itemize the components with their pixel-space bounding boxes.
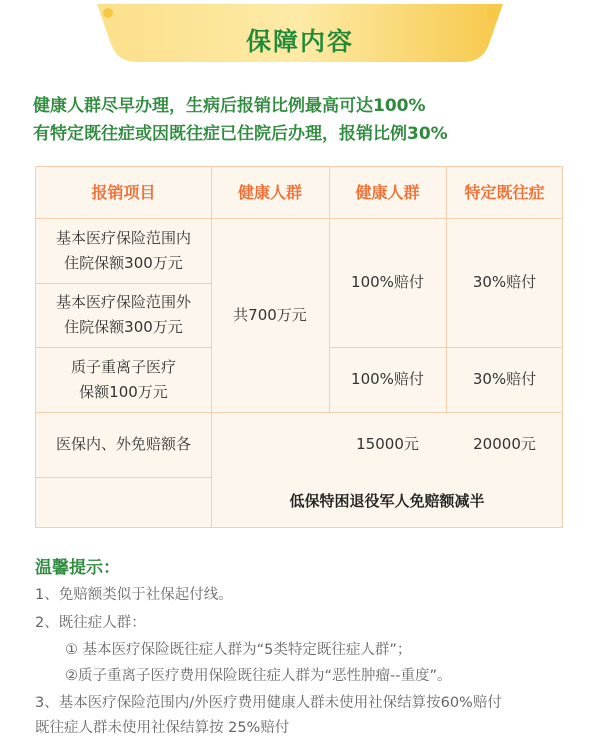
tip-2a: ① 基本医疗保险既往症人群为“5类特定既往症人群”； <box>65 642 412 658</box>
row-item-line: 住院保额300万元 <box>64 253 183 272</box>
deductible-note: 低保特困退役军人免赔额减半 <box>289 492 485 510</box>
intro-line-1: 健康人群尽早办理，生病后报销比例最高可达100% <box>33 96 426 116</box>
tip-4: 既往症人群未使用社保结算按 25%赔付 <box>35 720 290 736</box>
rows12-preexisting-rate: 30%赔付 <box>472 273 537 291</box>
header-healthy-1: 健康人群 <box>237 183 302 202</box>
banner-dot-left <box>103 8 113 18</box>
header-healthy-2: 健康人群 <box>355 183 420 202</box>
banner-dot-right <box>487 8 497 18</box>
section-banner <box>97 0 503 66</box>
row-item-deductible: 医保内、外免赔额各 <box>55 435 191 453</box>
row-item-line: 保额100万元 <box>79 382 168 401</box>
row-item-line: 基本医疗保险范围内 <box>55 228 191 247</box>
page-title: 保障内容 <box>245 27 354 56</box>
intro-line-2: 有特定既往症或因既往症已住院后办理，报销比例30% <box>33 124 448 144</box>
table-divider <box>36 477 211 478</box>
row3-preexisting-rate: 30%赔付 <box>472 370 537 388</box>
row-item-in-scope <box>36 218 211 283</box>
shared-limit: 共700万元 <box>233 305 307 324</box>
header-item: 报销项目 <box>91 183 156 202</box>
row-item-line: 基本医疗保险范围外 <box>55 293 191 311</box>
header-pre-existing: 特定既往症 <box>464 183 545 202</box>
row4-preexisting-deductible: 20000元 <box>473 435 536 453</box>
rows12-healthy-rate: 100%赔付 <box>351 273 424 291</box>
row-item-out-scope <box>36 283 211 347</box>
tip-2b: ②质子重离子医疗费用保险既往症人群为“恶性肿瘤--重度”。 <box>65 668 452 684</box>
row-item-line: 质子重离子医疗 <box>70 357 176 376</box>
tips-title: 温馨提示： <box>35 558 120 578</box>
row4-healthy-deductible: 15000元 <box>356 435 419 453</box>
tip-1: 1、免赔额类似于社保起付线。 <box>35 587 233 603</box>
row3-healthy-rate: 100%赔付 <box>351 370 424 388</box>
tip-3: 3、基本医疗保险范围内/外医疗费用健康人群未使用社保结算按60%赔付 <box>35 695 502 711</box>
coverage-table <box>35 166 563 528</box>
tip-2: 2、既往症人群： <box>35 615 146 631</box>
intro-text <box>33 92 448 148</box>
row-item-line: 住院保额300万元 <box>64 318 183 336</box>
row-item-proton <box>36 347 211 412</box>
